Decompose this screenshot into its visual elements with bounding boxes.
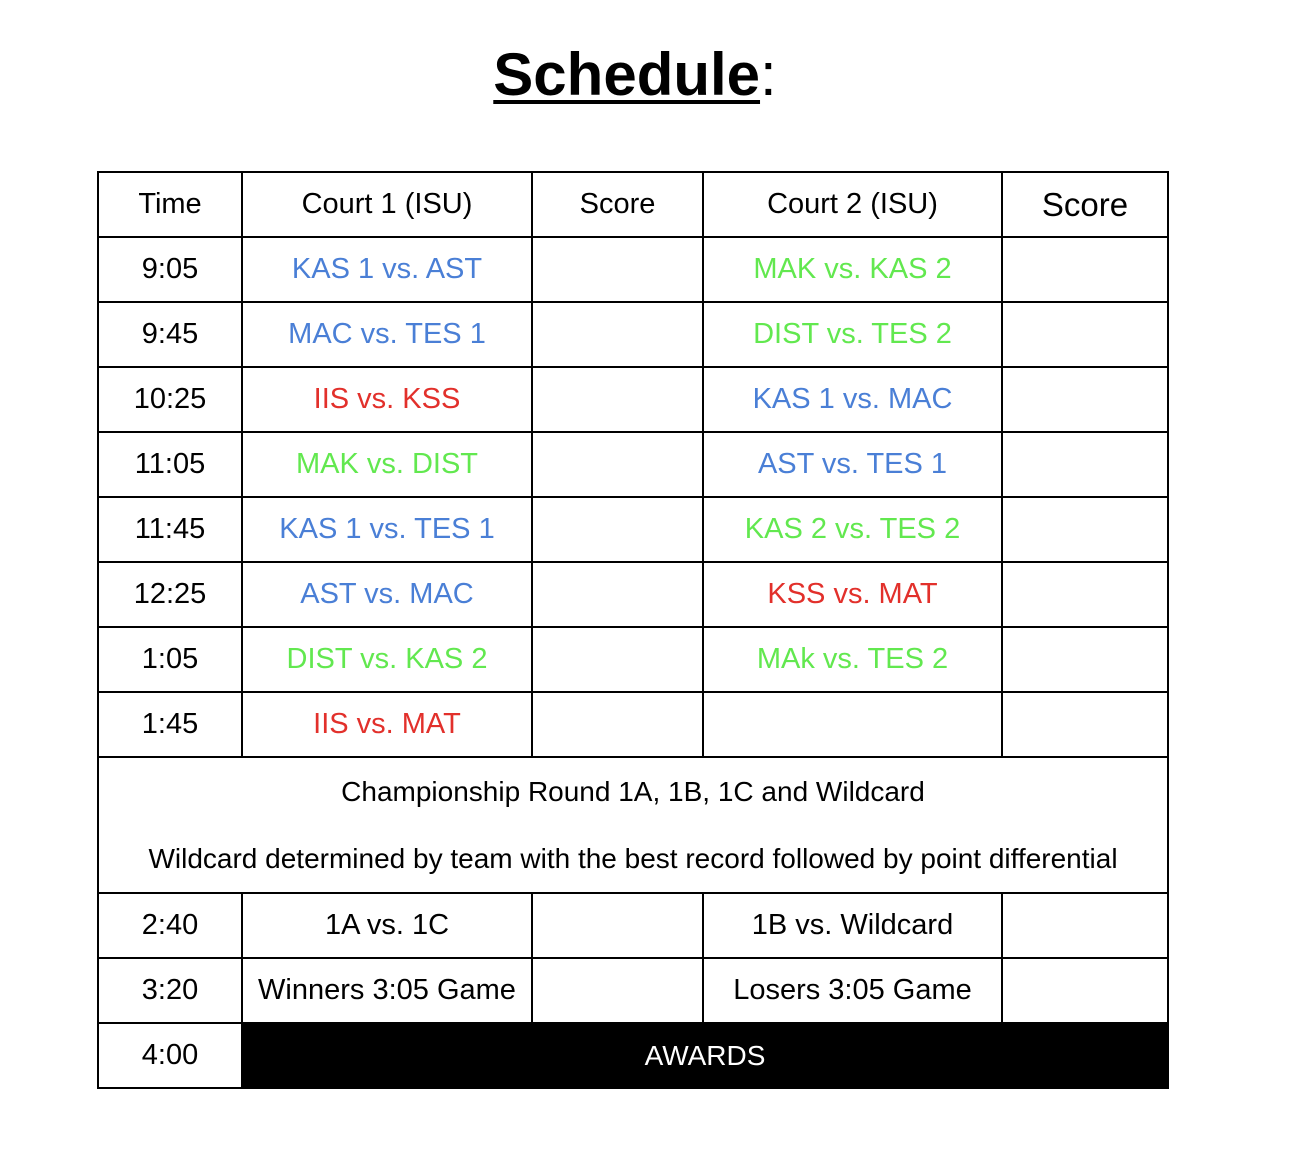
table-row <box>98 237 1168 302</box>
time-cell: 11:45 <box>98 497 242 562</box>
championship-info <box>98 757 1168 893</box>
score1-cell[interactable] <box>532 432 703 497</box>
header-court2: Court 2 (ISU) <box>703 172 1002 237</box>
court2-match-cell: DIST vs. TES 2 <box>703 302 1002 367</box>
score1-cell[interactable] <box>532 497 703 562</box>
table-row <box>98 432 1168 497</box>
score2-cell[interactable] <box>1002 692 1168 757</box>
header-score2: Score <box>1002 172 1168 237</box>
court2-match-cell <box>703 692 1002 757</box>
court1-match-cell: DIST vs. KAS 2 <box>242 627 532 692</box>
court1-match-cell: KAS 1 vs. AST <box>242 237 532 302</box>
court1-match-cell: IIS vs. KSS <box>242 367 532 432</box>
awards-row <box>98 1023 1168 1088</box>
score2-cell[interactable] <box>1002 237 1168 302</box>
court2-match-cell: MAK vs. KAS 2 <box>703 237 1002 302</box>
time-cell: 9:05 <box>98 237 242 302</box>
score1-cell[interactable] <box>532 237 703 302</box>
score2-cell[interactable] <box>1002 893 1168 958</box>
time-cell: 11:05 <box>98 432 242 497</box>
time-cell: 2:40 <box>98 893 242 958</box>
court1-match-cell: 1A vs. 1C <box>242 893 532 958</box>
score1-cell[interactable] <box>532 958 703 1023</box>
table-row <box>98 302 1168 367</box>
score1-cell[interactable] <box>532 302 703 367</box>
time-cell: 1:45 <box>98 692 242 757</box>
championship-round-text: Championship Round 1A, 1B, 1C and Wildcard <box>341 776 925 807</box>
court2-match-cell: AST vs. TES 1 <box>703 432 1002 497</box>
table-row <box>98 367 1168 432</box>
score2-cell[interactable] <box>1002 302 1168 367</box>
court2-match-cell: MAk vs. TES 2 <box>703 627 1002 692</box>
court2-match-cell: Losers 3:05 Game <box>703 958 1002 1023</box>
page-title <box>0 38 1270 112</box>
score2-cell[interactable] <box>1002 562 1168 627</box>
court2-match-cell: 1B vs. Wildcard <box>703 893 1002 958</box>
score2-cell[interactable] <box>1002 958 1168 1023</box>
score2-cell[interactable] <box>1002 497 1168 562</box>
court2-match-cell: KAS 1 vs. MAC <box>703 367 1002 432</box>
time-cell: 1:05 <box>98 627 242 692</box>
header-court1: Court 1 (ISU) <box>242 172 532 237</box>
page-title-colon: : <box>760 41 777 108</box>
score1-cell[interactable] <box>532 893 703 958</box>
time-cell: 4:00 <box>98 1023 242 1088</box>
court2-match-cell: KSS vs. MAT <box>703 562 1002 627</box>
header-score1: Score <box>532 172 703 237</box>
time-cell: 9:45 <box>98 302 242 367</box>
score2-cell[interactable] <box>1002 627 1168 692</box>
court1-match-cell: MAC vs. TES 1 <box>242 302 532 367</box>
time-cell: 12:25 <box>98 562 242 627</box>
championship-row <box>98 757 1168 893</box>
wildcard-rule-text: Wildcard determined by team with the best record followed by point differential <box>148 843 1118 874</box>
time-cell: 3:20 <box>98 958 242 1023</box>
table-row <box>98 497 1168 562</box>
time-cell: 10:25 <box>98 367 242 432</box>
playoff-row <box>98 958 1168 1023</box>
score1-cell[interactable] <box>532 627 703 692</box>
table-row <box>98 692 1168 757</box>
table-row <box>98 562 1168 627</box>
court1-match-cell: KAS 1 vs. TES 1 <box>242 497 532 562</box>
court1-match-cell: AST vs. MAC <box>242 562 532 627</box>
awards-banner: AWARDS <box>242 1023 1168 1088</box>
court1-match-cell: MAK vs. DIST <box>242 432 532 497</box>
score1-cell[interactable] <box>532 367 703 432</box>
table-row <box>98 627 1168 692</box>
court2-match-cell: KAS 2 vs. TES 2 <box>703 497 1002 562</box>
score2-cell[interactable] <box>1002 367 1168 432</box>
page-title-text: Schedule <box>493 41 761 108</box>
score1-cell[interactable] <box>532 562 703 627</box>
score1-cell[interactable] <box>532 692 703 757</box>
schedule-table <box>97 171 1169 1089</box>
header-row <box>98 172 1168 237</box>
playoff-row <box>98 893 1168 958</box>
score2-cell[interactable] <box>1002 432 1168 497</box>
court1-match-cell: IIS vs. MAT <box>242 692 532 757</box>
court1-match-cell: Winners 3:05 Game <box>242 958 532 1023</box>
header-time: Time <box>98 172 242 237</box>
